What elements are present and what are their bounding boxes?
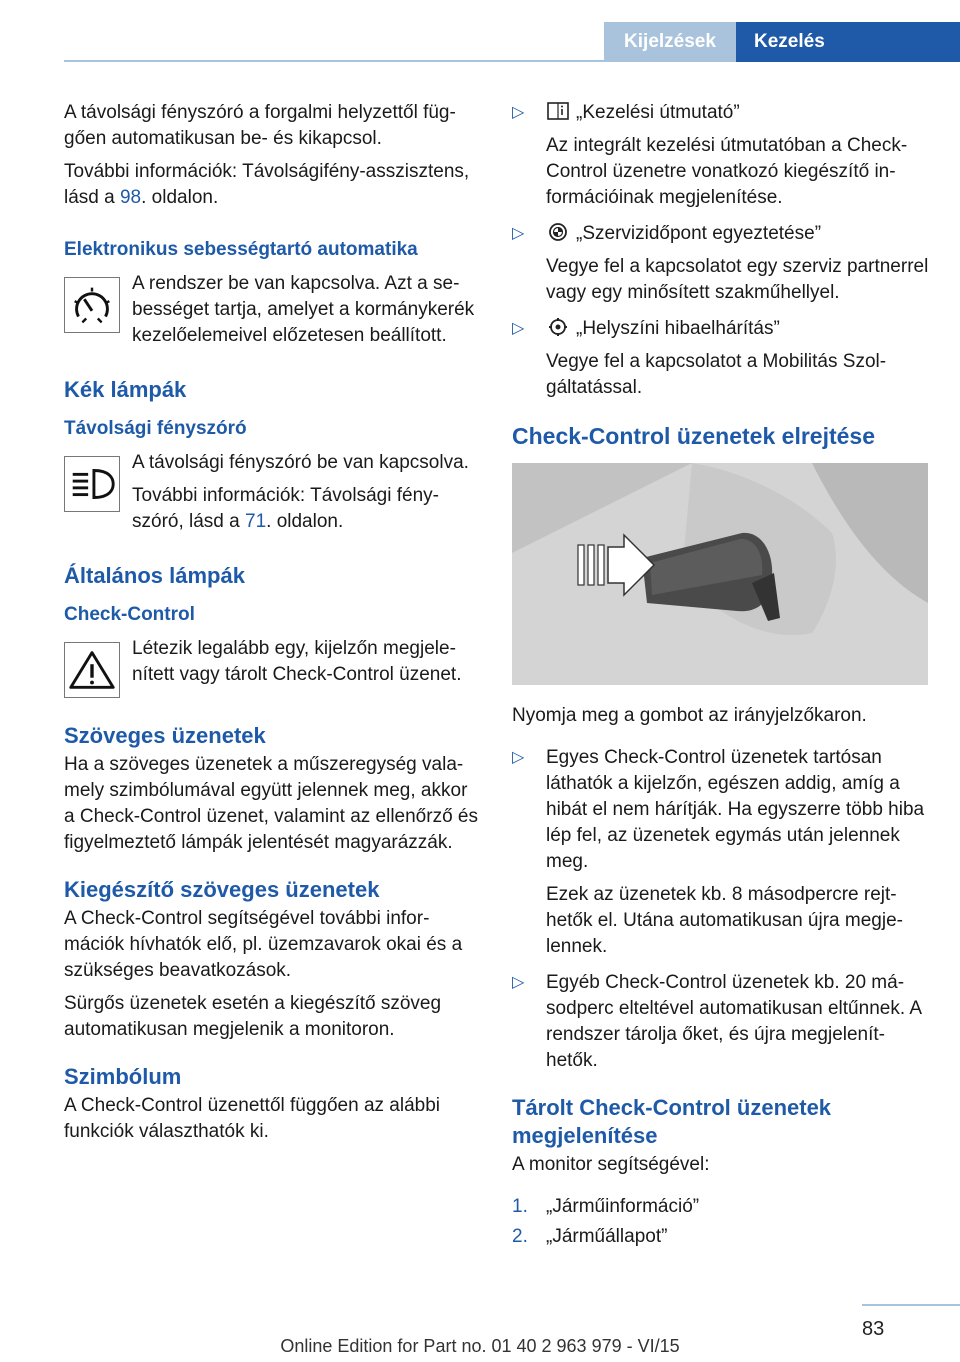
supplementary-heading: Kiegészítő szöveges üzenetek [64, 877, 380, 902]
cruise-control-icon [64, 277, 120, 333]
list-item [512, 100, 930, 211]
bullet-text: Egyéb Check-Control üzenetek kb. 20 másodperc elteltével automatikusan eltűnnek. A rendszer tárolja őket, és újra megjeleníthetők. [546, 972, 921, 1071]
left-column [64, 100, 482, 1152]
list-item [512, 316, 930, 401]
triangle-bullet-icon: ▷ [512, 974, 525, 991]
bullet-text: Ezek az üzenetek kb. 8 másodpercre rejthetők el. Utána automatikusan újra megjelennek. [546, 884, 903, 957]
page-link-71[interactable]: 71 [245, 511, 267, 532]
right-column [512, 100, 930, 1254]
ref-text-end: . oldalon. [141, 187, 219, 208]
check-control-text: Létezik legalább egy, kijelzőn megjelenített vagy tárolt Check-Control üzenet. [132, 638, 462, 685]
step-number: 2. [512, 1226, 528, 1247]
triangle-bullet-icon: ▷ [512, 320, 525, 337]
cruise-text: A rendszer be van kapcsolva. Azt a sebességet tartja, amelyet a kormánykerék kezelőelemeivel előzetesen beállított. [132, 273, 475, 346]
supplementary-paragraph-2: Sürgős üzenetek esetén a kiegészítő szöveg automatikusan megjelenik a monitoron. [64, 993, 442, 1040]
manual-book-icon[interactable] [546, 101, 570, 121]
edition-footer: Online Edition for Part no. 01 40 2 963 979 - VI/15 [280, 1336, 680, 1356]
bullet-text: Vegye fel a kapcsolatot a Mobilitás Szolgáltatással. [546, 351, 887, 398]
intro-paragraph: A távolsági fényszóró a forgalmi helyzettől függően automatikusan be- és kikapcsol. [64, 102, 456, 149]
list-item [512, 745, 930, 960]
highbeam-heading: Távolsági fényszóró [64, 418, 247, 439]
check-control-heading: Check-Control [64, 604, 195, 625]
high-beam-icon [64, 456, 120, 512]
symbol-list [512, 100, 930, 401]
tab-kezeles[interactable]: Kezelés [736, 22, 960, 62]
bullet-text: Az integrált kezelési útmutatóban a Check-Control üzenetre vonatkozó kiegészítő információinak megjelenítése. [546, 135, 908, 208]
symbol-paragraph: A Check-Control üzenettől függően az alábbi funkciók választhatók ki. [64, 1095, 441, 1142]
page-link-98[interactable]: 98 [119, 187, 142, 208]
stored-messages-heading: Tárolt Check-Control üzenetek megjelenítése [512, 1095, 832, 1148]
triangle-bullet-icon: ▷ [512, 104, 525, 121]
highbeam-text: A távolsági fényszóró be van kapcsolva. [132, 452, 469, 473]
bullet-label-row [546, 221, 930, 247]
hide-list [512, 745, 930, 1074]
ref-text: További információk: Távolsági fényszóró, lásd a [132, 485, 439, 532]
list-item [512, 1194, 930, 1220]
list-item [512, 1224, 930, 1250]
step-text: „Járműállapot” [546, 1226, 668, 1247]
highbeam-reference [64, 483, 482, 535]
bullet-label: „Kezelési útmutató” [576, 102, 740, 123]
text-messages-heading: Szöveges üzenetek [64, 723, 266, 748]
hide-messages-heading: Check-Control üzenetek elrejtése [512, 423, 876, 449]
bullet-label: „Szervizidőpont egyeztetése” [576, 223, 822, 244]
general-lamps-heading: Általános lámpák [64, 563, 245, 588]
list-item [512, 970, 930, 1074]
step-number: 1. [512, 1196, 528, 1217]
blue-lamps-heading: Kék lámpák [64, 377, 187, 402]
list-item [512, 221, 930, 306]
bullet-label-row [546, 100, 930, 126]
text-messages-paragraph: Ha a szöveges üzenetek a műszeregység valamely szimbólumával együtt jelennek meg, akkor a Check-Control üzenet, valamint az ellenőrző és figyelmeztető lámpák jelentését magyarázzák. [64, 754, 478, 853]
turn-signal-lever-photo [512, 463, 928, 685]
cruise-heading: Elektronikus sebességtartó automatika [64, 239, 418, 260]
intro-reference [64, 159, 482, 211]
page-number: 83 [862, 1318, 885, 1340]
supplementary-paragraph-1: A Check-Control segítségével további információk hívhatók elő, pl. üzemzavarok okai és a szükséges beavatkozások. [64, 908, 463, 981]
footer-rule [862, 1304, 960, 1306]
steps-list [512, 1194, 930, 1250]
monitor-text: A monitor segítségével: [512, 1154, 710, 1175]
press-button-text: Nyomja meg a gombot az irányjelzőkaron. [512, 705, 867, 726]
step-text: „Járműinformáció” [546, 1196, 700, 1217]
bmw-service-icon[interactable] [546, 222, 570, 242]
bullet-label-row [546, 316, 930, 342]
roadside-assistance-icon[interactable] [546, 317, 570, 337]
bullet-text: Egyes Check-Control üzenetek tartósan láthatók a kijelzőn, egészen addig, amíg a hibát el nem hárítják. Ha egyszerre több hiba lép fel, az üzenetek egymás után jelennek meg. [546, 747, 925, 872]
ref-text: További információk: Távolságifény-asszisztens, lásd a [64, 161, 470, 208]
triangle-bullet-icon: ▷ [512, 749, 525, 766]
bullet-label: „Helyszíni hibaelhárítás” [576, 318, 780, 339]
triangle-bullet-icon: ▷ [512, 225, 525, 242]
bullet-text: Vegye fel a kapcsolatot egy szerviz partnerrel vagy egy minősített szakműhellyel. [546, 256, 929, 303]
ref-text-end: . oldalon. [266, 511, 344, 532]
warning-triangle-icon [64, 642, 120, 698]
symbol-heading: Szimbólum [64, 1064, 182, 1089]
tab-kijelzesek[interactable]: Kijelzések [604, 22, 736, 62]
